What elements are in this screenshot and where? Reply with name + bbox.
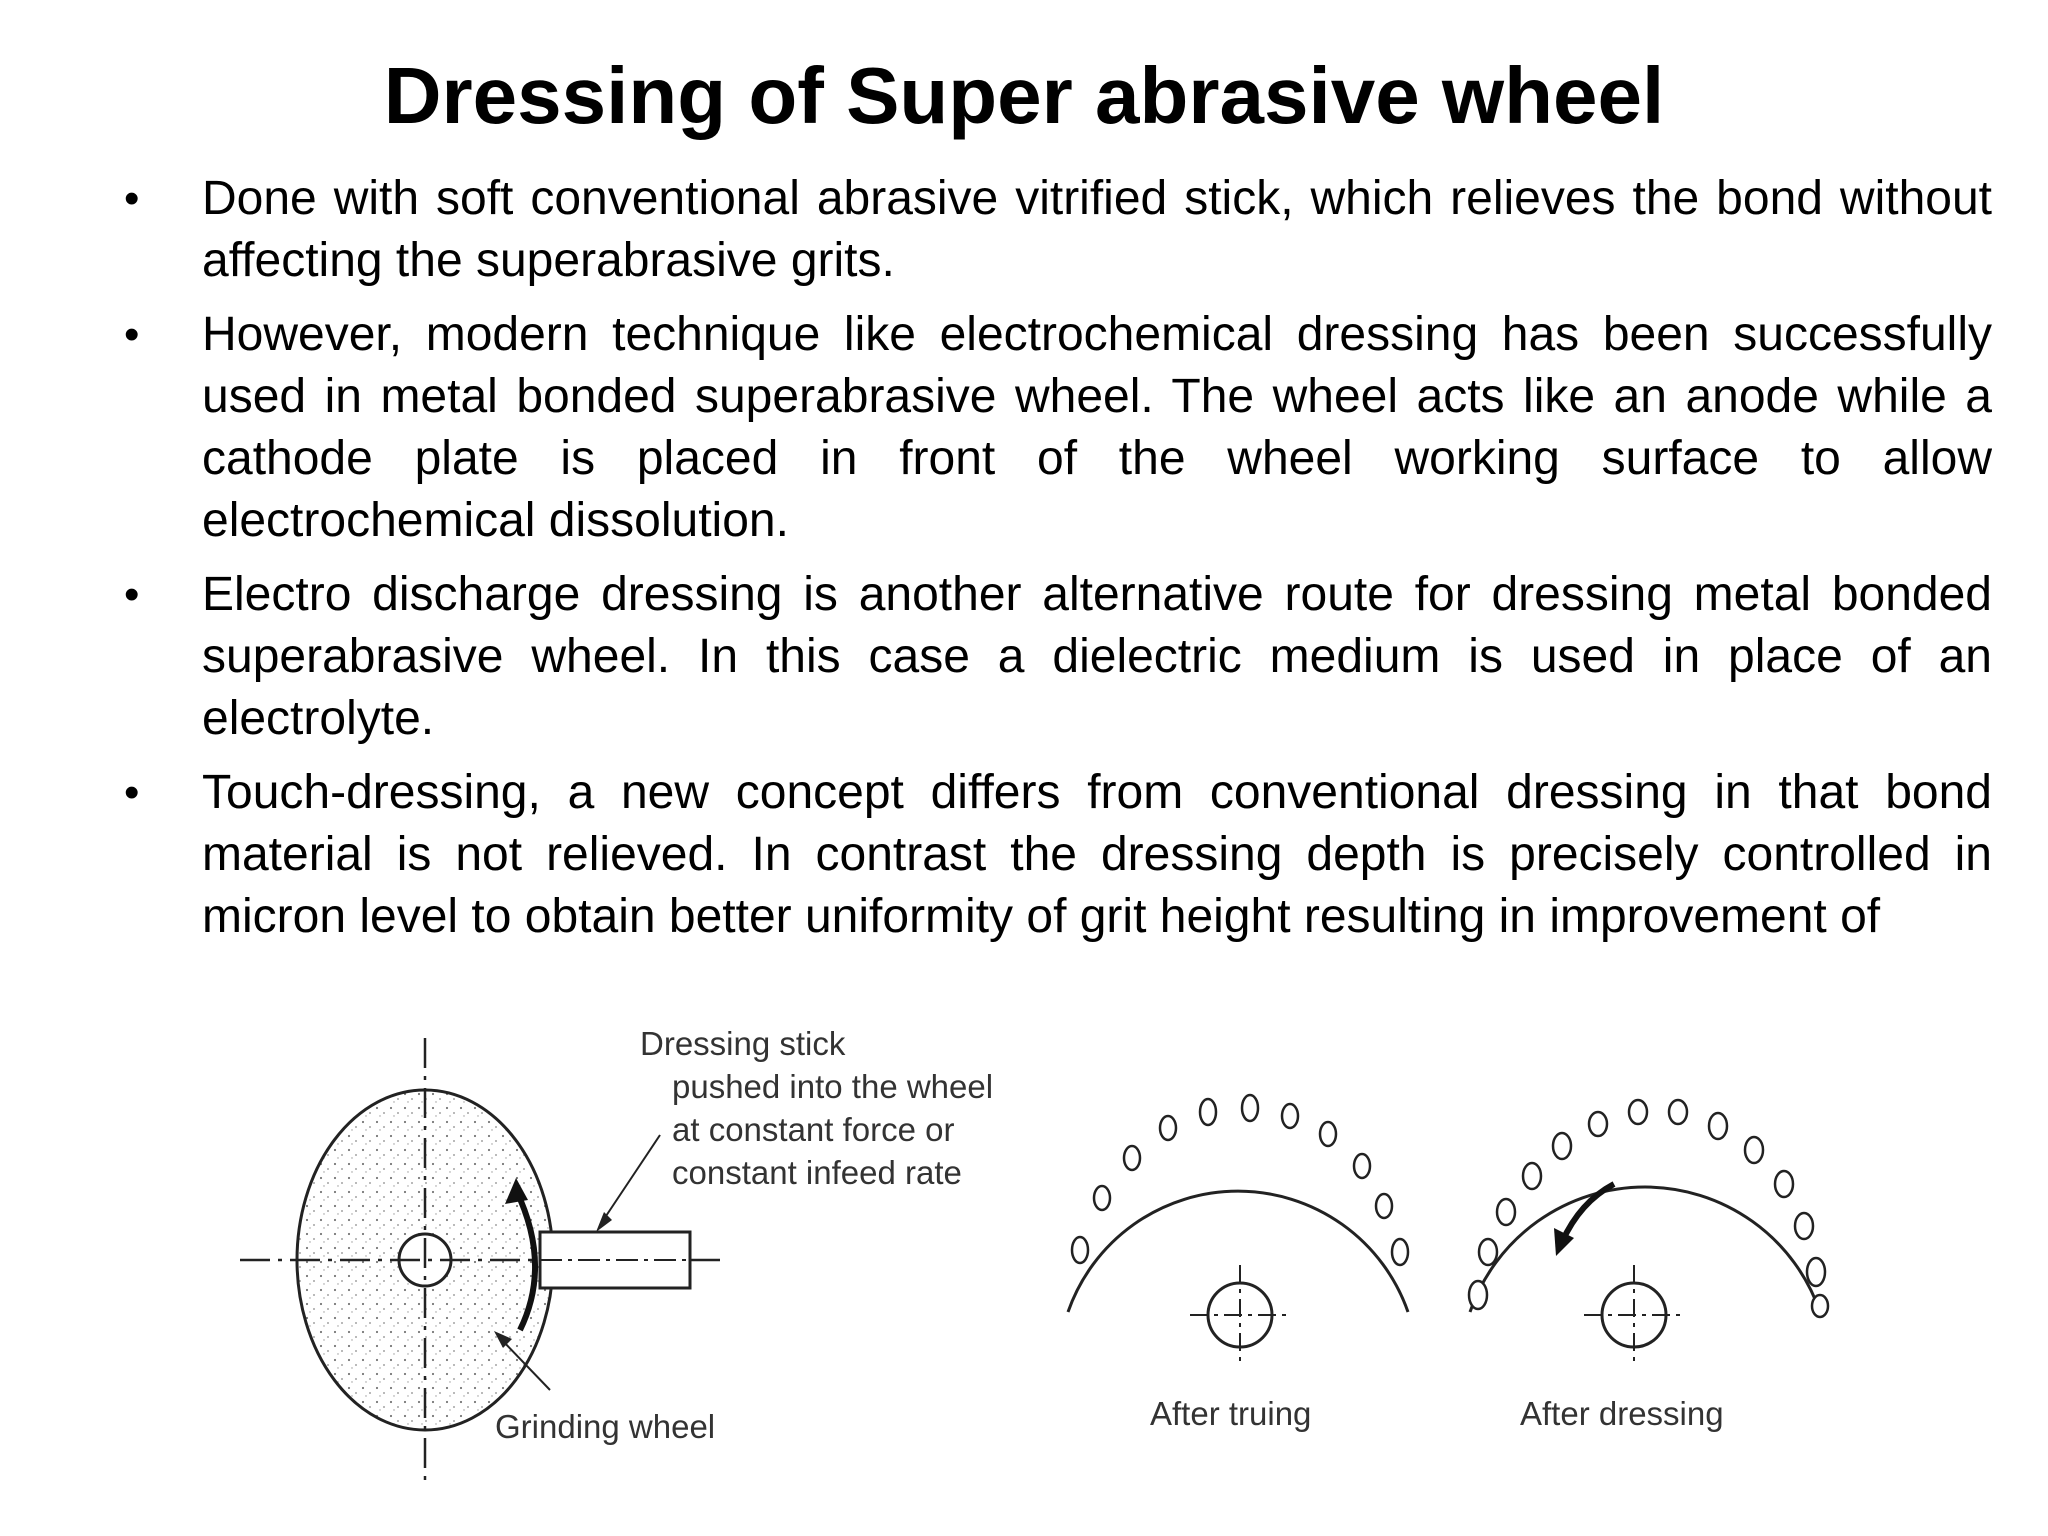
dressed-wheel-arc (1470, 1187, 1820, 1312)
bullet-dot-icon: • (124, 768, 140, 817)
trued-wheel-arc (1068, 1191, 1408, 1312)
bullet-item (110, 762, 1992, 948)
bullet-item (110, 168, 1992, 292)
bullet-text: Done with soft conventional abrasive vitrified stick, which relieves the bond without affecting the superabrasive grits. (202, 172, 1992, 287)
stick-label-line-4: constant infeed rate (672, 1154, 962, 1191)
bullet-list (110, 168, 1992, 960)
truing-dressing-diagram (1050, 1020, 1850, 1450)
bullet-dot-icon: • (124, 174, 140, 223)
dressing-stick-diagram (220, 1020, 1020, 1520)
bullet-dot-icon: • (124, 310, 140, 359)
grinding-wheel-label: Grinding wheel (495, 1408, 716, 1445)
after-dressing-label: After dressing (1520, 1395, 1724, 1432)
stick-label-line-1: Dressing stick (640, 1025, 846, 1062)
bullet-item (110, 564, 1992, 750)
bullet-dot-icon: • (124, 570, 140, 619)
after-truing-label: After truing (1150, 1395, 1312, 1432)
trued-grits-group (1072, 1095, 1408, 1265)
bullet-text: However, modern technique like electrochemical dressing has been successfully used in metal bonded superabrasive wheel. The wheel acts like an anode while a cathode plate is placed in front of the wheel working surface to allow electrochemical dissolution. (202, 308, 1992, 547)
stick-label-line-3: at constant force or (672, 1111, 955, 1148)
stick-leader-line (600, 1135, 660, 1225)
stick-label-line-2: pushed into the wheel (672, 1068, 994, 1105)
dressed-grits-group (1469, 1100, 1828, 1317)
dressing-direction-arrow-icon (1562, 1184, 1614, 1242)
bullet-text: Electro discharge dressing is another alternative route for dressing metal bonded superabrasive wheel. In this case a dielectric medium is used in place of an electrolyte. (202, 568, 1992, 745)
slide-title: Dressing of Super abrasive wheel (383, 51, 1665, 140)
bullet-item (110, 304, 1992, 552)
bullet-text: Touch-dressing, a new concept differs from conventional dressing in that bond material is not relieved. In contrast the dressing depth is precisely controlled in micron level to obtain better uniformity of grit height resulting in improvement of (202, 766, 1992, 943)
bullet-area (110, 168, 1992, 990)
